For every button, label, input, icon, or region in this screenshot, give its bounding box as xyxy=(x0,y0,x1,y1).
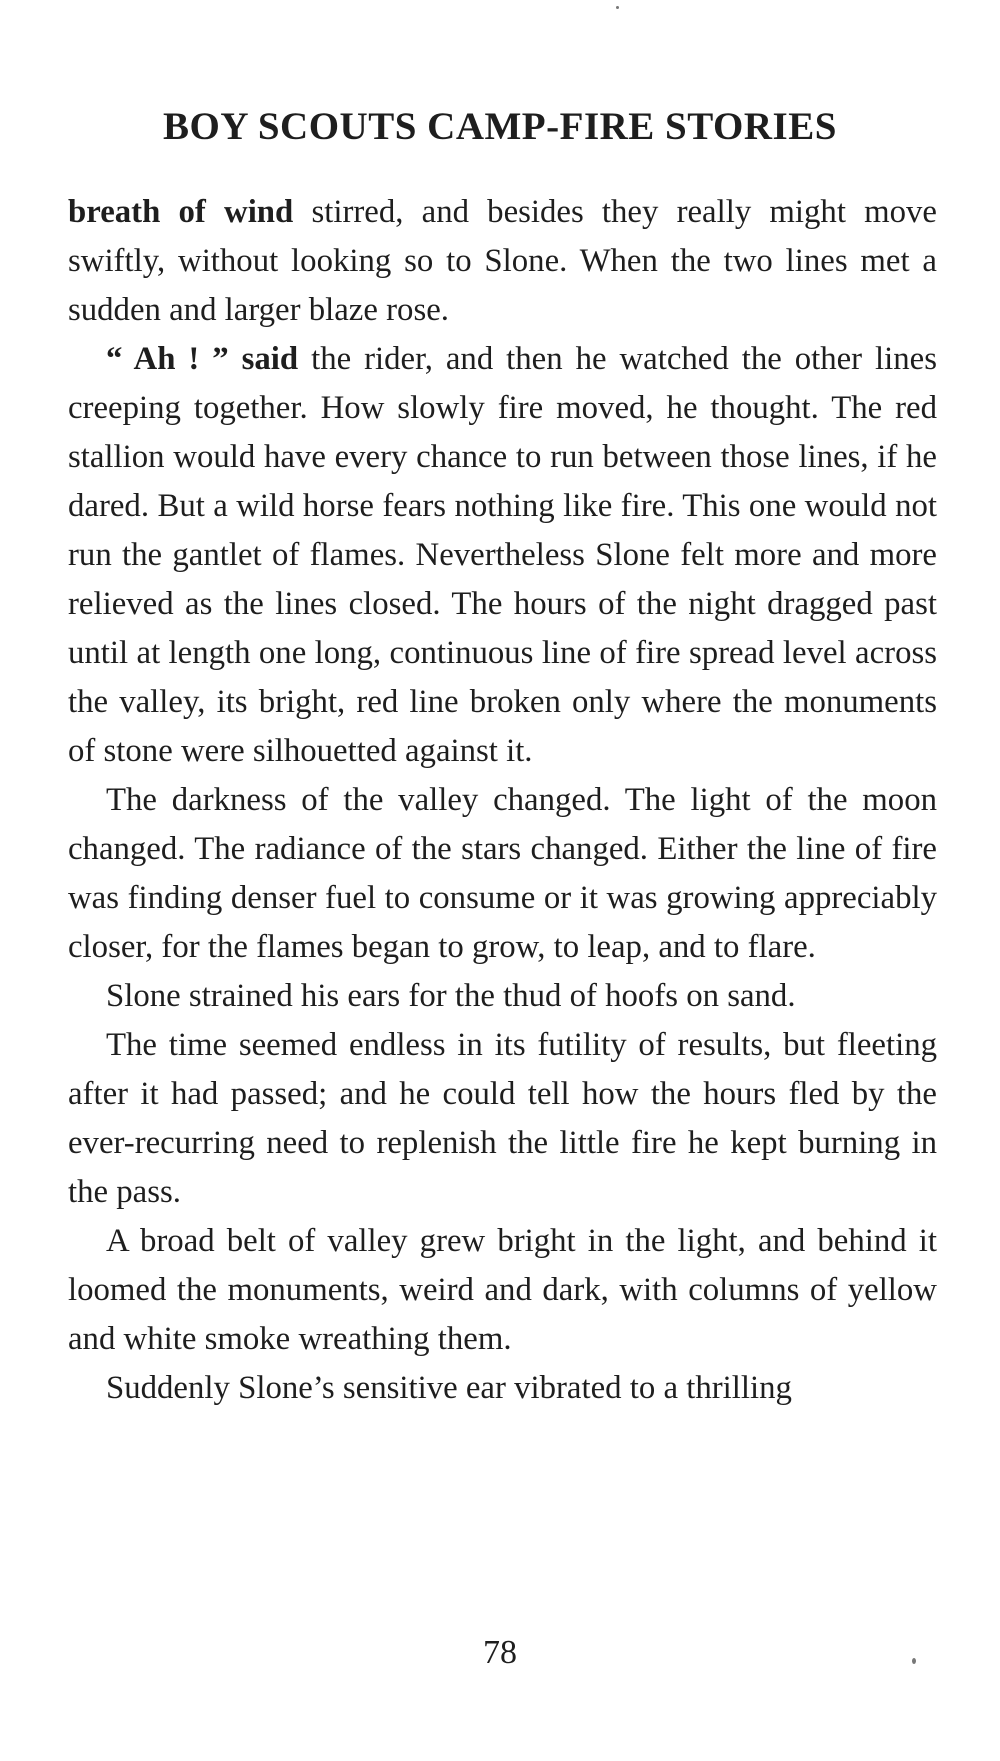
print-speck xyxy=(912,1658,916,1664)
paragraph-7: Suddenly Slone’s sensitive ear vibrated to a thrilling xyxy=(106,1370,792,1406)
paragraph-2 xyxy=(68,335,937,776)
page-number: 78 xyxy=(483,1634,517,1671)
paragraph-2-text: the rider, and then he watched the other lines creeping together. How slowly fire moved, he thought. The red stallion would have every chance to run between those lines, if he dared. But a wild horse fears nothing like fire. This one would not run the gantlet of flames. Nevertheless Slone felt more and more relieved as the lines closed. The hours of the night dragged past until at length one long, continuous line of fire spread level across the valley, its bright, red line broken only where the monuments of stone were silhouetted against it. xyxy=(68,341,937,769)
paragraph-1-bold-lead: breath of wind xyxy=(68,194,294,230)
running-head-title: BOY SCOUTS CAMP-FIRE STORIES xyxy=(163,105,837,148)
paragraph-1 xyxy=(68,188,937,335)
print-speck xyxy=(616,6,619,9)
paragraph-1-text: stirred, and besides they really might move swiftly, without looking so to Slone. When the two lines met a sudden and larger blaze rose. xyxy=(68,194,937,328)
paragraph-4: Slone strained his ears for the thud of hoofs on sand. xyxy=(106,978,796,1014)
paragraph-6: A broad belt of valley grew bright in the light, and behind it loomed the monuments, weird and dark, with columns of yellow and white smoke wreathing them. xyxy=(68,1223,937,1357)
body-text xyxy=(68,188,937,1413)
paragraph-5: The time seemed endless in its futility of results, but fleeting after it had passed; and he could tell how the hours fled by the ever-recurring need to replenish the little fire he kept burning in the pass. xyxy=(68,1027,937,1210)
paragraph-3: The darkness of the valley changed. The light of the moon changed. The radiance of the stars changed. Either the line of fire was finding denser fuel to consume or it was growing appreciably closer, for the flames began to grow, to leap, and to flare. xyxy=(68,782,937,965)
paragraph-2-bold-lead: “ Ah ! ” said xyxy=(106,341,299,377)
